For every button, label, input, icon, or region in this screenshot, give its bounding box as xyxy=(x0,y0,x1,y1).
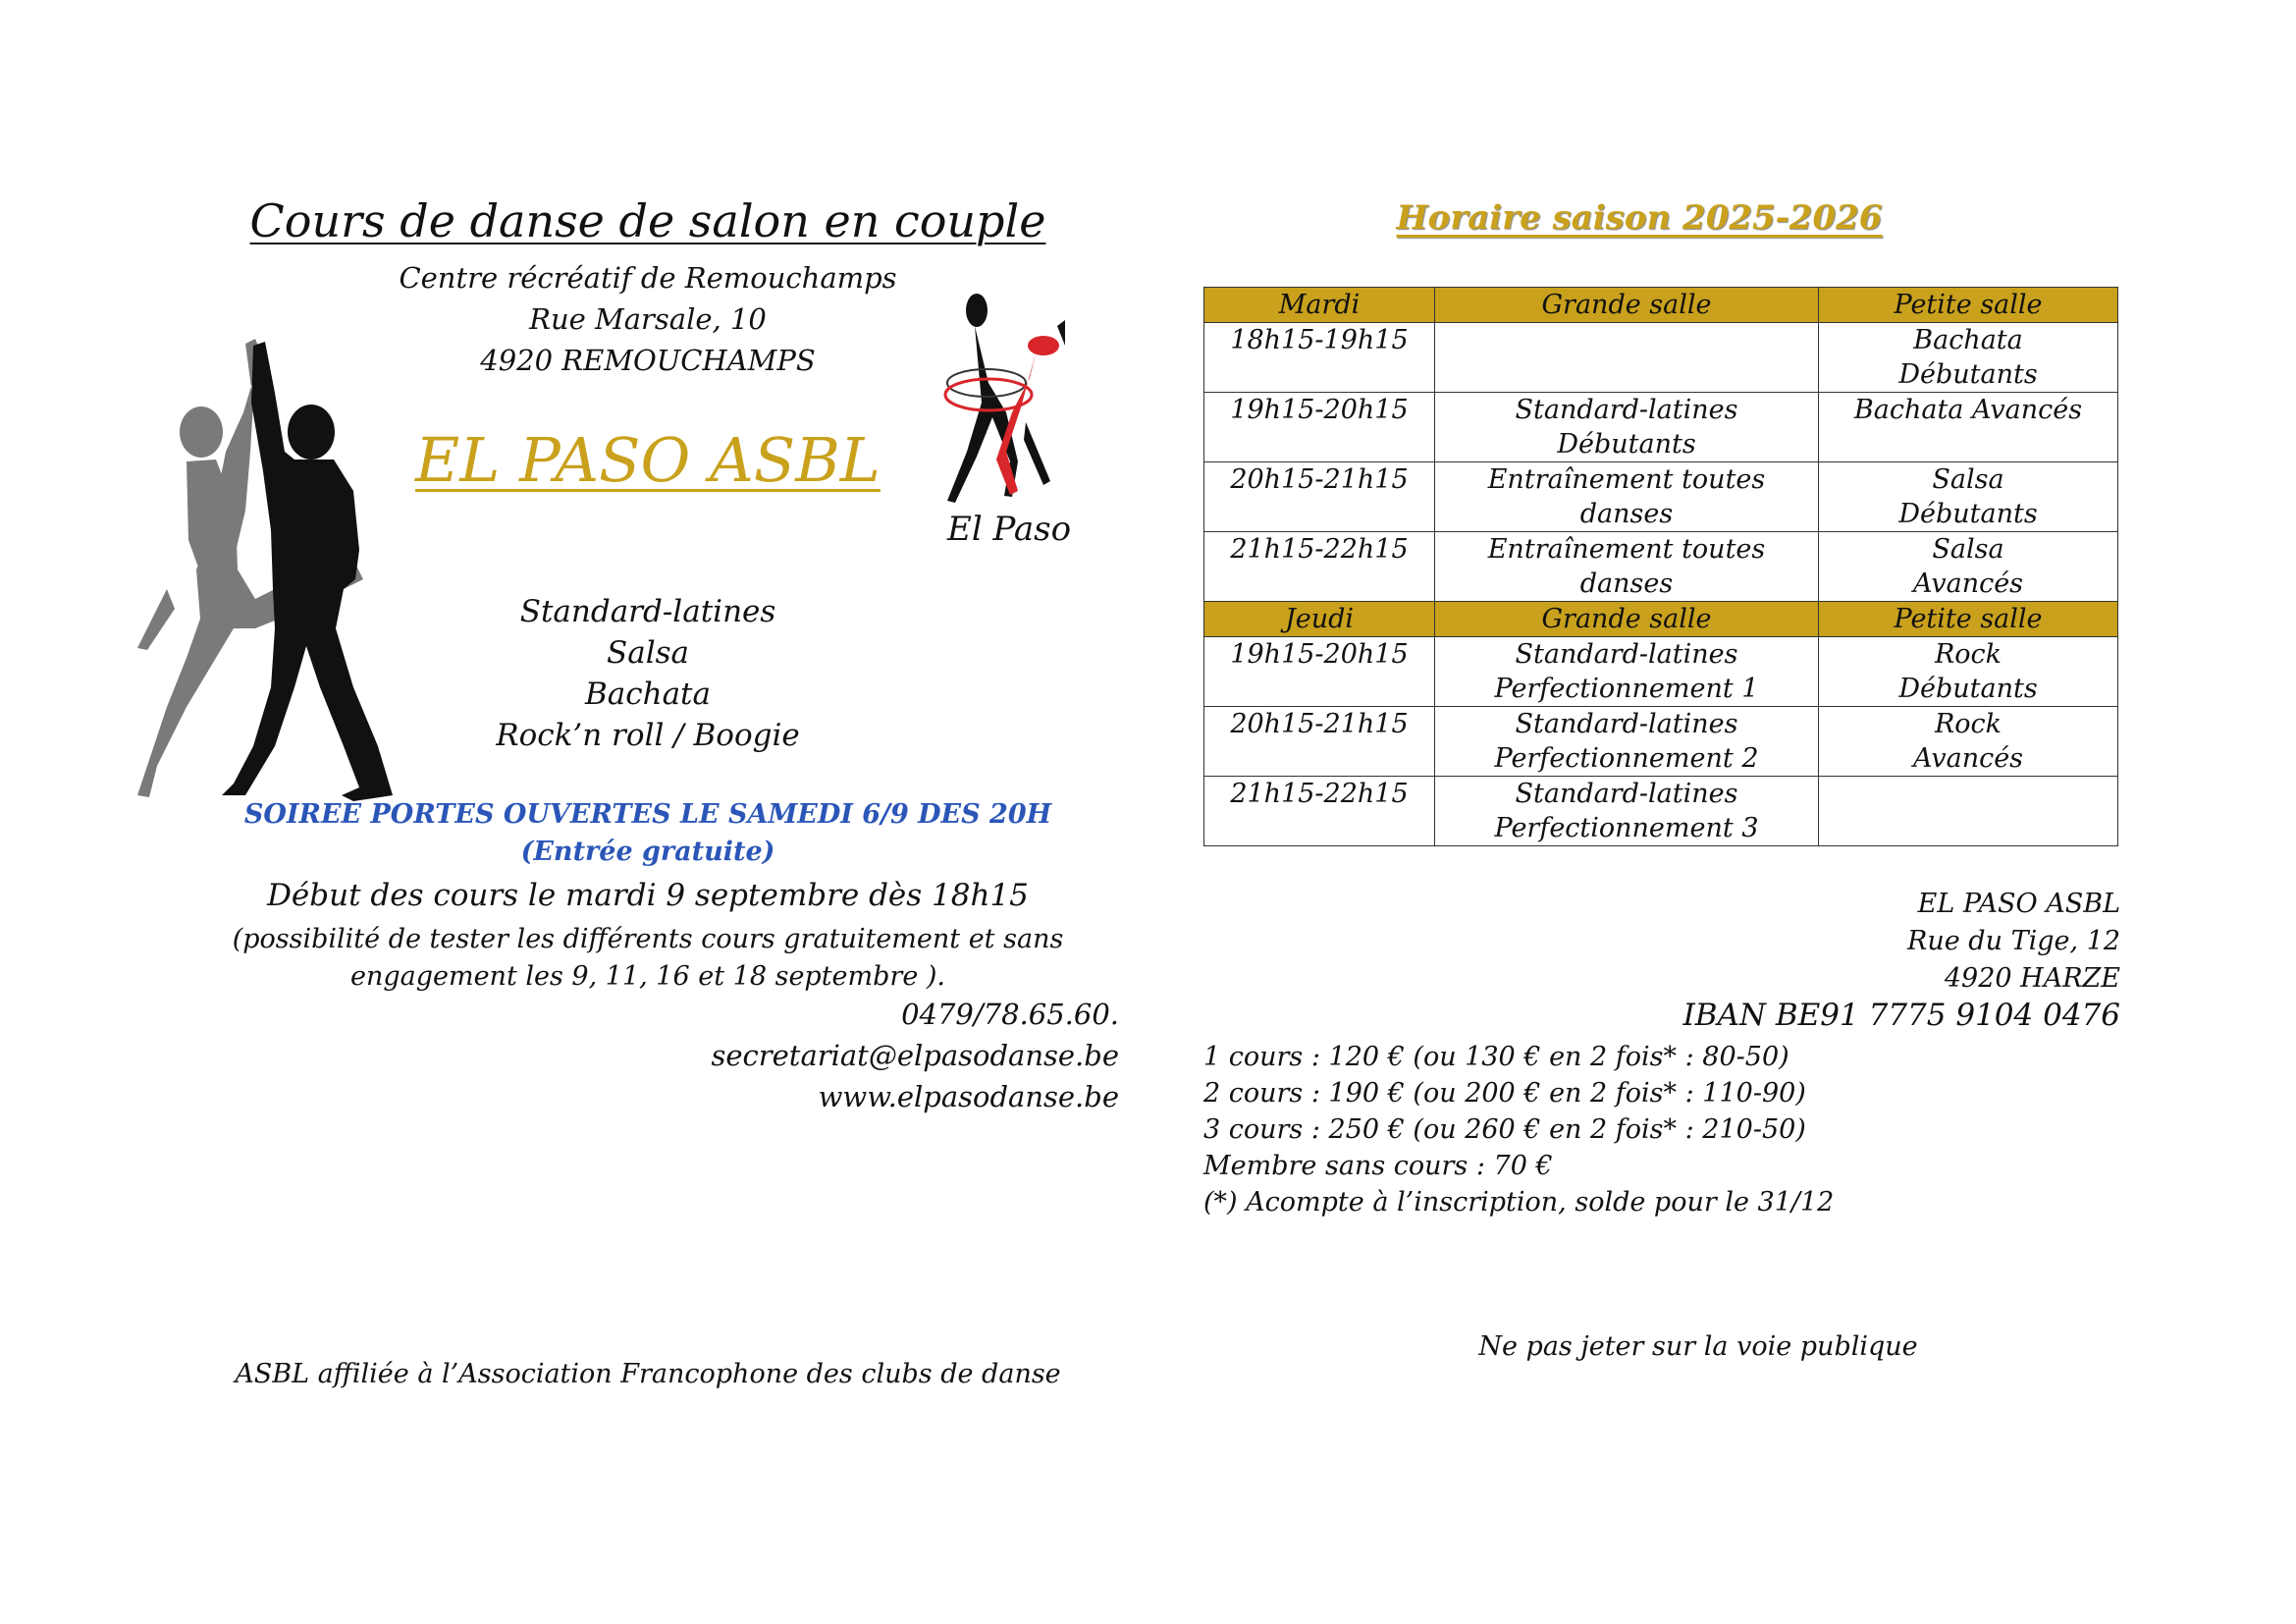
org-address xyxy=(1669,886,2120,998)
org-name: EL PASO ASBL xyxy=(1917,889,2120,919)
schedule-row xyxy=(1204,462,2118,532)
contact-block xyxy=(687,994,1119,1117)
venue-street: Rue Marsale, 10 xyxy=(529,302,767,336)
petite-salle-cell: Salsa Avancés xyxy=(1819,532,2118,602)
petite-salle-cell: Bachata Débutants xyxy=(1819,323,2118,393)
brand-name: EL PASO ASBL xyxy=(415,424,881,496)
time-slot-cell: 19h15-20h15 xyxy=(1204,393,1435,462)
grande-salle-cell: Standard-latines Débutants xyxy=(1435,393,1819,462)
petite-salle-cell: Bachata Avancés xyxy=(1819,393,2118,462)
time-slot-cell: 19h15-20h15 xyxy=(1204,637,1435,707)
grande-salle-cell: Standard-latines Perfectionnement 3 xyxy=(1435,777,1819,846)
price-list xyxy=(1203,1039,2087,1220)
time-slot-cell: 20h15-21h15 xyxy=(1204,707,1435,777)
thursday-header-row xyxy=(1204,602,2118,637)
grande-salle-cell: Entraînement toutes danses xyxy=(1435,532,1819,602)
day-header: Jeudi xyxy=(1204,602,1435,637)
petite-salle-header: Petite salle xyxy=(1819,602,2118,637)
price-note: (*) Acompte à l’inscription, solde pour le 31/12 xyxy=(1203,1187,1835,1218)
schedule-row xyxy=(1204,777,2118,846)
org-street: Rue du Tige, 12 xyxy=(1907,926,2120,956)
time-slot-cell: 20h15-21h15 xyxy=(1204,462,1435,532)
style-item: Bachata xyxy=(584,677,711,712)
price-item: 1 cours : 120 € (ou 130 € en 2 fois* : 80-50) xyxy=(1203,1042,1789,1072)
grande-salle-cell: Standard-latines Perfectionnement 2 xyxy=(1435,707,1819,777)
open-house-free-entry: (Entrée gratuite) xyxy=(520,837,775,867)
style-item: Salsa xyxy=(606,635,690,671)
course-start: Début des cours le mardi 9 septembre dès 18h15 xyxy=(267,878,1029,913)
trial-info xyxy=(157,921,1139,996)
grande-salle-cell: Standard-latines Perfectionnement 1 xyxy=(1435,637,1819,707)
schedule-table xyxy=(1203,287,2118,846)
price-item: 3 cours : 250 € (ou 260 € en 2 fois* : 210-50) xyxy=(1203,1114,1806,1145)
schedule-title: Horaire saison 2025-2026 xyxy=(1396,198,1883,238)
page-title: Cours de danse de salon en couple xyxy=(249,194,1046,247)
schedule-row xyxy=(1204,707,2118,777)
petite-salle-cell: Rock Débutants xyxy=(1819,637,2118,707)
trial-line: (possibilité de tester les différents cours gratuitement et sans xyxy=(232,924,1064,954)
schedule-row xyxy=(1204,637,2118,707)
trial-line: engagement les 9, 11, 16 et 18 septembre ). xyxy=(349,961,946,992)
day-header: Mardi xyxy=(1204,288,1435,323)
tuesday-header-row xyxy=(1204,288,2118,323)
style-item: Standard-latines xyxy=(519,594,776,629)
time-slot-cell: 21h15-22h15 xyxy=(1204,777,1435,846)
grande-salle-header: Grande salle xyxy=(1435,602,1819,637)
time-slot-cell: 18h15-19h15 xyxy=(1204,323,1435,393)
time-slot-cell: 21h15-22h15 xyxy=(1204,532,1435,602)
email-link[interactable]: secretariat@elpasodanse.be xyxy=(711,1039,1119,1072)
petite-salle-header: Petite salle xyxy=(1819,288,2118,323)
org-city: 4920 HARZE xyxy=(1944,963,2120,994)
price-item: Membre sans cours : 70 € xyxy=(1203,1151,1553,1181)
grande-salle-cell xyxy=(1435,323,1819,393)
schedule-row xyxy=(1204,323,2118,393)
petite-salle-cell xyxy=(1819,777,2118,846)
grande-salle-cell: Entraînement toutes danses xyxy=(1435,462,1819,532)
iban-number: IBAN BE91 7775 9104 0476 xyxy=(1682,998,2120,1033)
venue-name: Centre récréatif de Remouchamps xyxy=(399,261,897,295)
dance-styles xyxy=(373,591,923,756)
website-link[interactable]: www.elpasodanse.be xyxy=(818,1080,1119,1113)
open-house-announcement: SOIREE PORTES OUVERTES LE SAMEDI 6/9 DES 20H xyxy=(243,799,1052,830)
schedule-row xyxy=(1204,393,2118,462)
logo-text: El Paso xyxy=(947,510,1072,549)
style-item: Rock’n roll / Boogie xyxy=(496,718,800,753)
price-item: 2 cours : 190 € (ou 200 € en 2 fois* : 110-90) xyxy=(1203,1078,1806,1109)
venue-city: 4920 REMOUCHAMPS xyxy=(480,344,816,377)
no-litter-note: Ne pas jeter sur la voie publique xyxy=(1478,1331,1918,1362)
affiliation-note: ASBL affiliée à l’Association Francophone des clubs de danse xyxy=(235,1359,1061,1389)
schedule-row xyxy=(1204,532,2118,602)
petite-salle-cell: Rock Avancés xyxy=(1819,707,2118,777)
phone-number: 0479/78.65.60. xyxy=(901,998,1119,1031)
grande-salle-header: Grande salle xyxy=(1435,288,1819,323)
el-paso-logo-icon xyxy=(928,285,1095,550)
petite-salle-cell: Salsa Débutants xyxy=(1819,462,2118,532)
